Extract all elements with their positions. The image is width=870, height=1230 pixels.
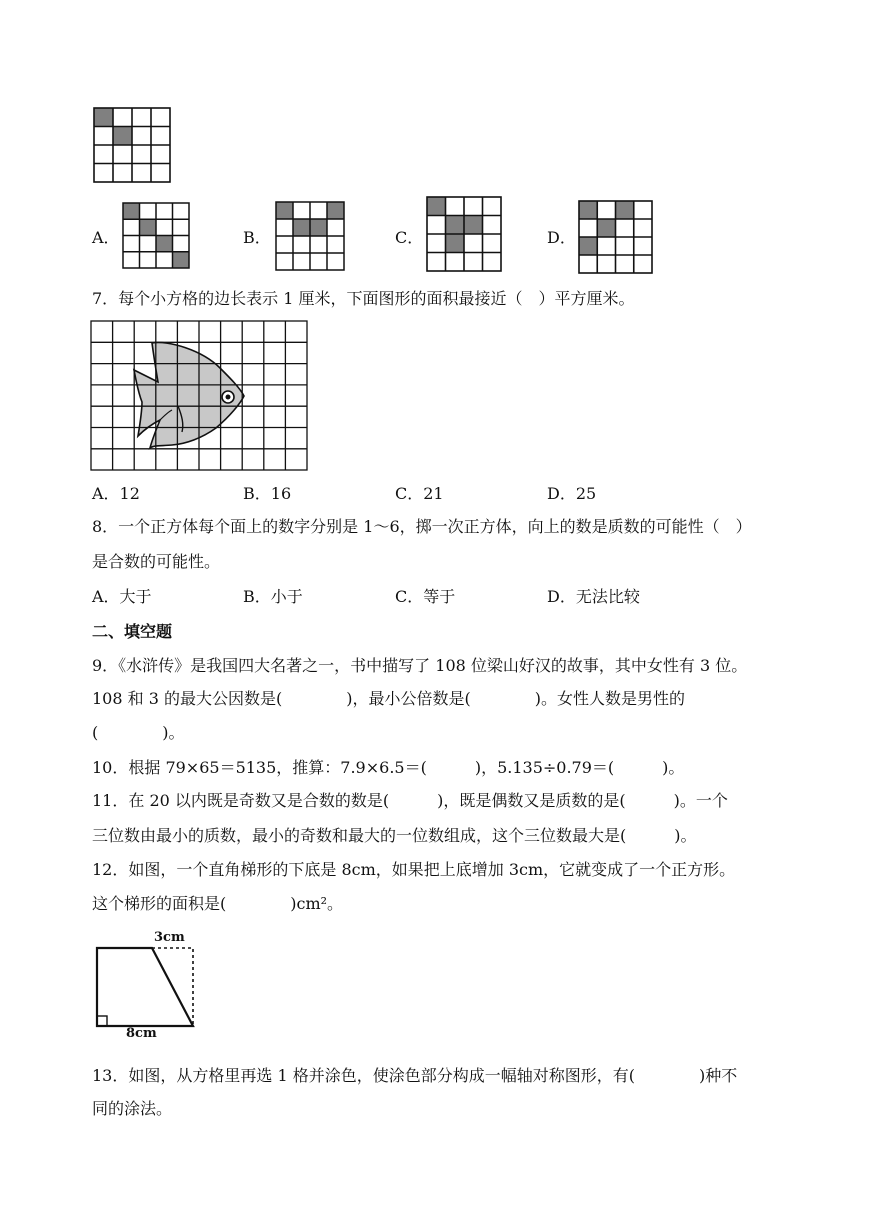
q12-line-2: 这个梯形的面积是( )cm²。	[92, 894, 344, 913]
q8-line-1: 8．一个正方体每个面上的数字分别是 1～6，掷一次正方体，向上的数是质数的可能性（ ）	[92, 517, 752, 536]
q13-line-2: 同的涂法。	[92, 1099, 173, 1118]
q12-trapezoid-figure	[92, 928, 204, 1042]
q6-option-c-label[interactable]: C．	[395, 228, 424, 247]
q6-option-b-grid[interactable]	[275, 201, 345, 271]
q6-option-d-label[interactable]: D．	[547, 228, 576, 247]
q12-line-1: 12．如图，一个直角梯形的下底是 8cm，如果把上底增加 3cm，它就变成了一个正方形。	[92, 860, 736, 879]
q9-line-2: 108 和 3 的最大公因数是( )，最小公倍数是( )。女性人数是男性的	[92, 689, 685, 708]
q8-line-2: 是合数的可能性。	[92, 552, 221, 571]
q8-option-b[interactable]: B．小于	[243, 587, 303, 606]
q7-option-b[interactable]: B．16	[243, 484, 292, 503]
q6-option-a-grid[interactable]	[122, 202, 190, 269]
q9-line-3: ( )。	[92, 723, 185, 742]
section-title-fill-blank: 二、填空题	[92, 622, 173, 641]
q8-option-a[interactable]: A．大于	[92, 587, 152, 606]
q6-option-b-label[interactable]: B．	[243, 228, 271, 247]
q11-line-1: 11．在 20 以内既是奇数又是合数的数是( )，既是偶数又是质数的是( )。一个	[92, 791, 728, 810]
q7-option-c[interactable]: C．21	[395, 484, 444, 503]
q6-original-grid	[93, 107, 171, 183]
q7-option-d[interactable]: D．25	[547, 484, 597, 503]
q7-fish-grid	[90, 320, 308, 471]
q8-option-c[interactable]: C．等于	[395, 587, 456, 606]
q13-line-1: 13．如图，从方格里再选 1 格并涂色，使涂色部分构成一幅轴对称图形，有( )种不	[92, 1066, 738, 1085]
q12-bottom-label: 8cm	[126, 1026, 157, 1041]
q7-option-a[interactable]: A．12	[92, 484, 140, 503]
q7-stem: 7．每个小方格的边长表示 1 厘米，下面图形的面积最接近（ ）平方厘米。	[92, 289, 635, 308]
q6-option-a-label[interactable]: A．	[92, 228, 120, 247]
q12-top-label: 3cm	[154, 930, 185, 945]
q11-line-2: 三位数由最小的质数，最小的奇数和最大的一位数组成，这个三位数最大是( )。	[92, 826, 697, 845]
q6-option-c-grid[interactable]	[426, 196, 502, 272]
q10-line-1: 10．根据 79×65＝5135，推算：7.9×6.5＝( )，5.135÷0.79＝( )。	[92, 758, 685, 777]
q9-line-1: 9．《水浒传》是我国四大名著之一，书中描写了 108 位梁山好汉的故事，其中女性有 3 位。	[92, 656, 748, 675]
q6-option-d-grid[interactable]	[578, 200, 653, 274]
q8-option-d[interactable]: D．无法比较	[547, 587, 640, 606]
